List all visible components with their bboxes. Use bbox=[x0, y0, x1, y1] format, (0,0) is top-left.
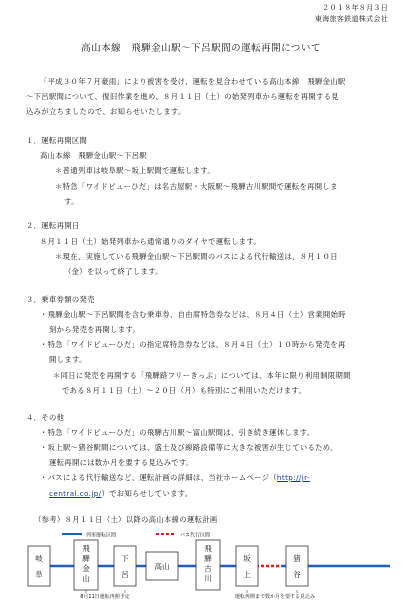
section-1-note-2b: す。 bbox=[64, 197, 79, 206]
note-months-required: 運転再開まで数か月を要する見込み bbox=[234, 594, 316, 600]
header-date: ２０１８年８月３日 bbox=[322, 4, 388, 12]
intro-line-2: ～下呂駅間について、復旧作業を進め、８月１１日（土）の始発列車から運転を再開する見 bbox=[26, 92, 339, 101]
section-3-item-2b: 開します。 bbox=[49, 355, 87, 364]
homepage-link-part-2[interactable]: central.co.jp/ bbox=[49, 489, 102, 498]
svg-text:上: 上 bbox=[243, 570, 251, 579]
svg-text:下: 下 bbox=[121, 554, 129, 563]
svg-text:古: 古 bbox=[204, 564, 212, 573]
section-2-heading: ２．運転再開日 bbox=[26, 221, 80, 230]
svg-text:金: 金 bbox=[82, 564, 90, 573]
section-3-note-a: ＊同日に発売を再開する「飛騨路フリーきっぷ」については、本年に限り利用制限期間 bbox=[53, 371, 351, 380]
page-title: 高山本線 飛騨金山駅～下呂駅間の運転再開について bbox=[81, 43, 321, 54]
station-takayama bbox=[146, 552, 178, 580]
section-2-line: ８月１１日（土）始発列車から通常通りのダイヤで運転します。 bbox=[40, 237, 262, 246]
section-4-item-3b bbox=[49, 486, 192, 501]
svg-text:坂: 坂 bbox=[243, 554, 251, 563]
station-gifu-char-1: 岐 bbox=[35, 554, 43, 563]
intro-line-3: 込みが立ちましたので、お知らせいたします。 bbox=[26, 107, 186, 116]
legend-bus-label: バス代行区間 bbox=[180, 532, 211, 539]
intro-line-1: 「平成３０年７月豪雨」により被害を受け、運転を見合わせている高山本線 飛騨金山駅 bbox=[40, 77, 346, 86]
station-hida-furukawa bbox=[196, 540, 220, 590]
svg-text:猪: 猪 bbox=[293, 554, 301, 563]
section-4-item-3a bbox=[40, 470, 310, 485]
station-sakagami bbox=[236, 546, 258, 586]
section-4-item-3a-text: ・バスによる代行輸送など、運転計画の詳細は、当社ホームページ（ bbox=[40, 473, 277, 482]
section-4-item-3b-text: ）でお知らせしています。 bbox=[101, 489, 193, 498]
section-1-heading: １．運転再開区間 bbox=[26, 136, 88, 145]
svg-text:谷: 谷 bbox=[293, 570, 301, 579]
section-3-heading: ３．乗車券類の発売 bbox=[26, 295, 95, 304]
section-1-note-1: ＊普通列車は岐阜駅～坂上駅間で運転します。 bbox=[55, 166, 215, 175]
section-4-item-2a: ・坂上駅～猪谷駅間については、盛土及び線路設備等に大きな被害が生じているため、 bbox=[40, 443, 338, 452]
section-1-line: 高山本線 飛騨金山駅～下呂駅 bbox=[40, 151, 148, 160]
intro-paragraph bbox=[26, 74, 388, 119]
section-3-item-1a: ・飛騨金山駅～下呂駅間を含む乗車券、自由席特急券などは、８月４日（土）営業開始時 bbox=[40, 310, 346, 319]
svg-text:高山: 高山 bbox=[154, 562, 170, 571]
legend-train-label: 列車運転区間 bbox=[86, 532, 117, 539]
section-4-item-2b: 運転再開には数か月を要する見込みです。 bbox=[49, 458, 194, 467]
svg-text:騨: 騨 bbox=[204, 554, 212, 563]
section-3-item-1b: 刻から発売を再開します。 bbox=[49, 325, 141, 334]
station-hida-kanayama bbox=[74, 540, 98, 590]
station-gifu bbox=[28, 546, 50, 586]
section-3-item-2a: ・特急「ワイドビューひだ」の指定席特急券などは、８月４日（土）１０時から発売を再 bbox=[40, 340, 346, 349]
section-1-note-2a: ＊特急「ワイドビューひだ」は名古屋駅・大阪駅～飛騨古川駅間で運転を再開しま bbox=[55, 182, 338, 191]
homepage-link-part-1[interactable]: http://jr- bbox=[276, 473, 310, 482]
header-org: 東海旅客鉄道株式会社 bbox=[315, 15, 388, 23]
section-2-note-1: ＊現在、実施している飛騨金山駅～下呂駅間のバスによる代行輸送は、８月１０日 bbox=[55, 252, 338, 261]
note-reopen-date: 8月11日運転再開予定 bbox=[80, 594, 130, 600]
station-gifu-char-2: 阜 bbox=[35, 570, 43, 579]
reference-title: （参考）８月１１日（土）以降の高山本線の運転計画 bbox=[34, 515, 218, 524]
section-2-note-2: （金）を以って終了します。 bbox=[64, 267, 163, 276]
svg-text:呂: 呂 bbox=[121, 570, 129, 579]
route-plan-diagram bbox=[0, 530, 402, 600]
station-gero bbox=[114, 546, 136, 586]
svg-text:川: 川 bbox=[204, 574, 212, 583]
section-4-heading: ４．その他 bbox=[26, 413, 65, 422]
svg-text:山: 山 bbox=[82, 574, 90, 583]
station-inotani bbox=[286, 546, 308, 586]
svg-text:飛: 飛 bbox=[204, 544, 212, 553]
section-3-note-b: である８月１１日（土）～２０日（月）も特別にご利用いただけます。 bbox=[62, 386, 307, 395]
svg-text:飛: 飛 bbox=[82, 544, 90, 553]
section-4-item-1: ・特急「ワイドビューひだ」の飛騨古川駅～富山駅間は、引き続き運休します。 bbox=[40, 428, 315, 437]
svg-text:騨: 騨 bbox=[82, 554, 90, 563]
